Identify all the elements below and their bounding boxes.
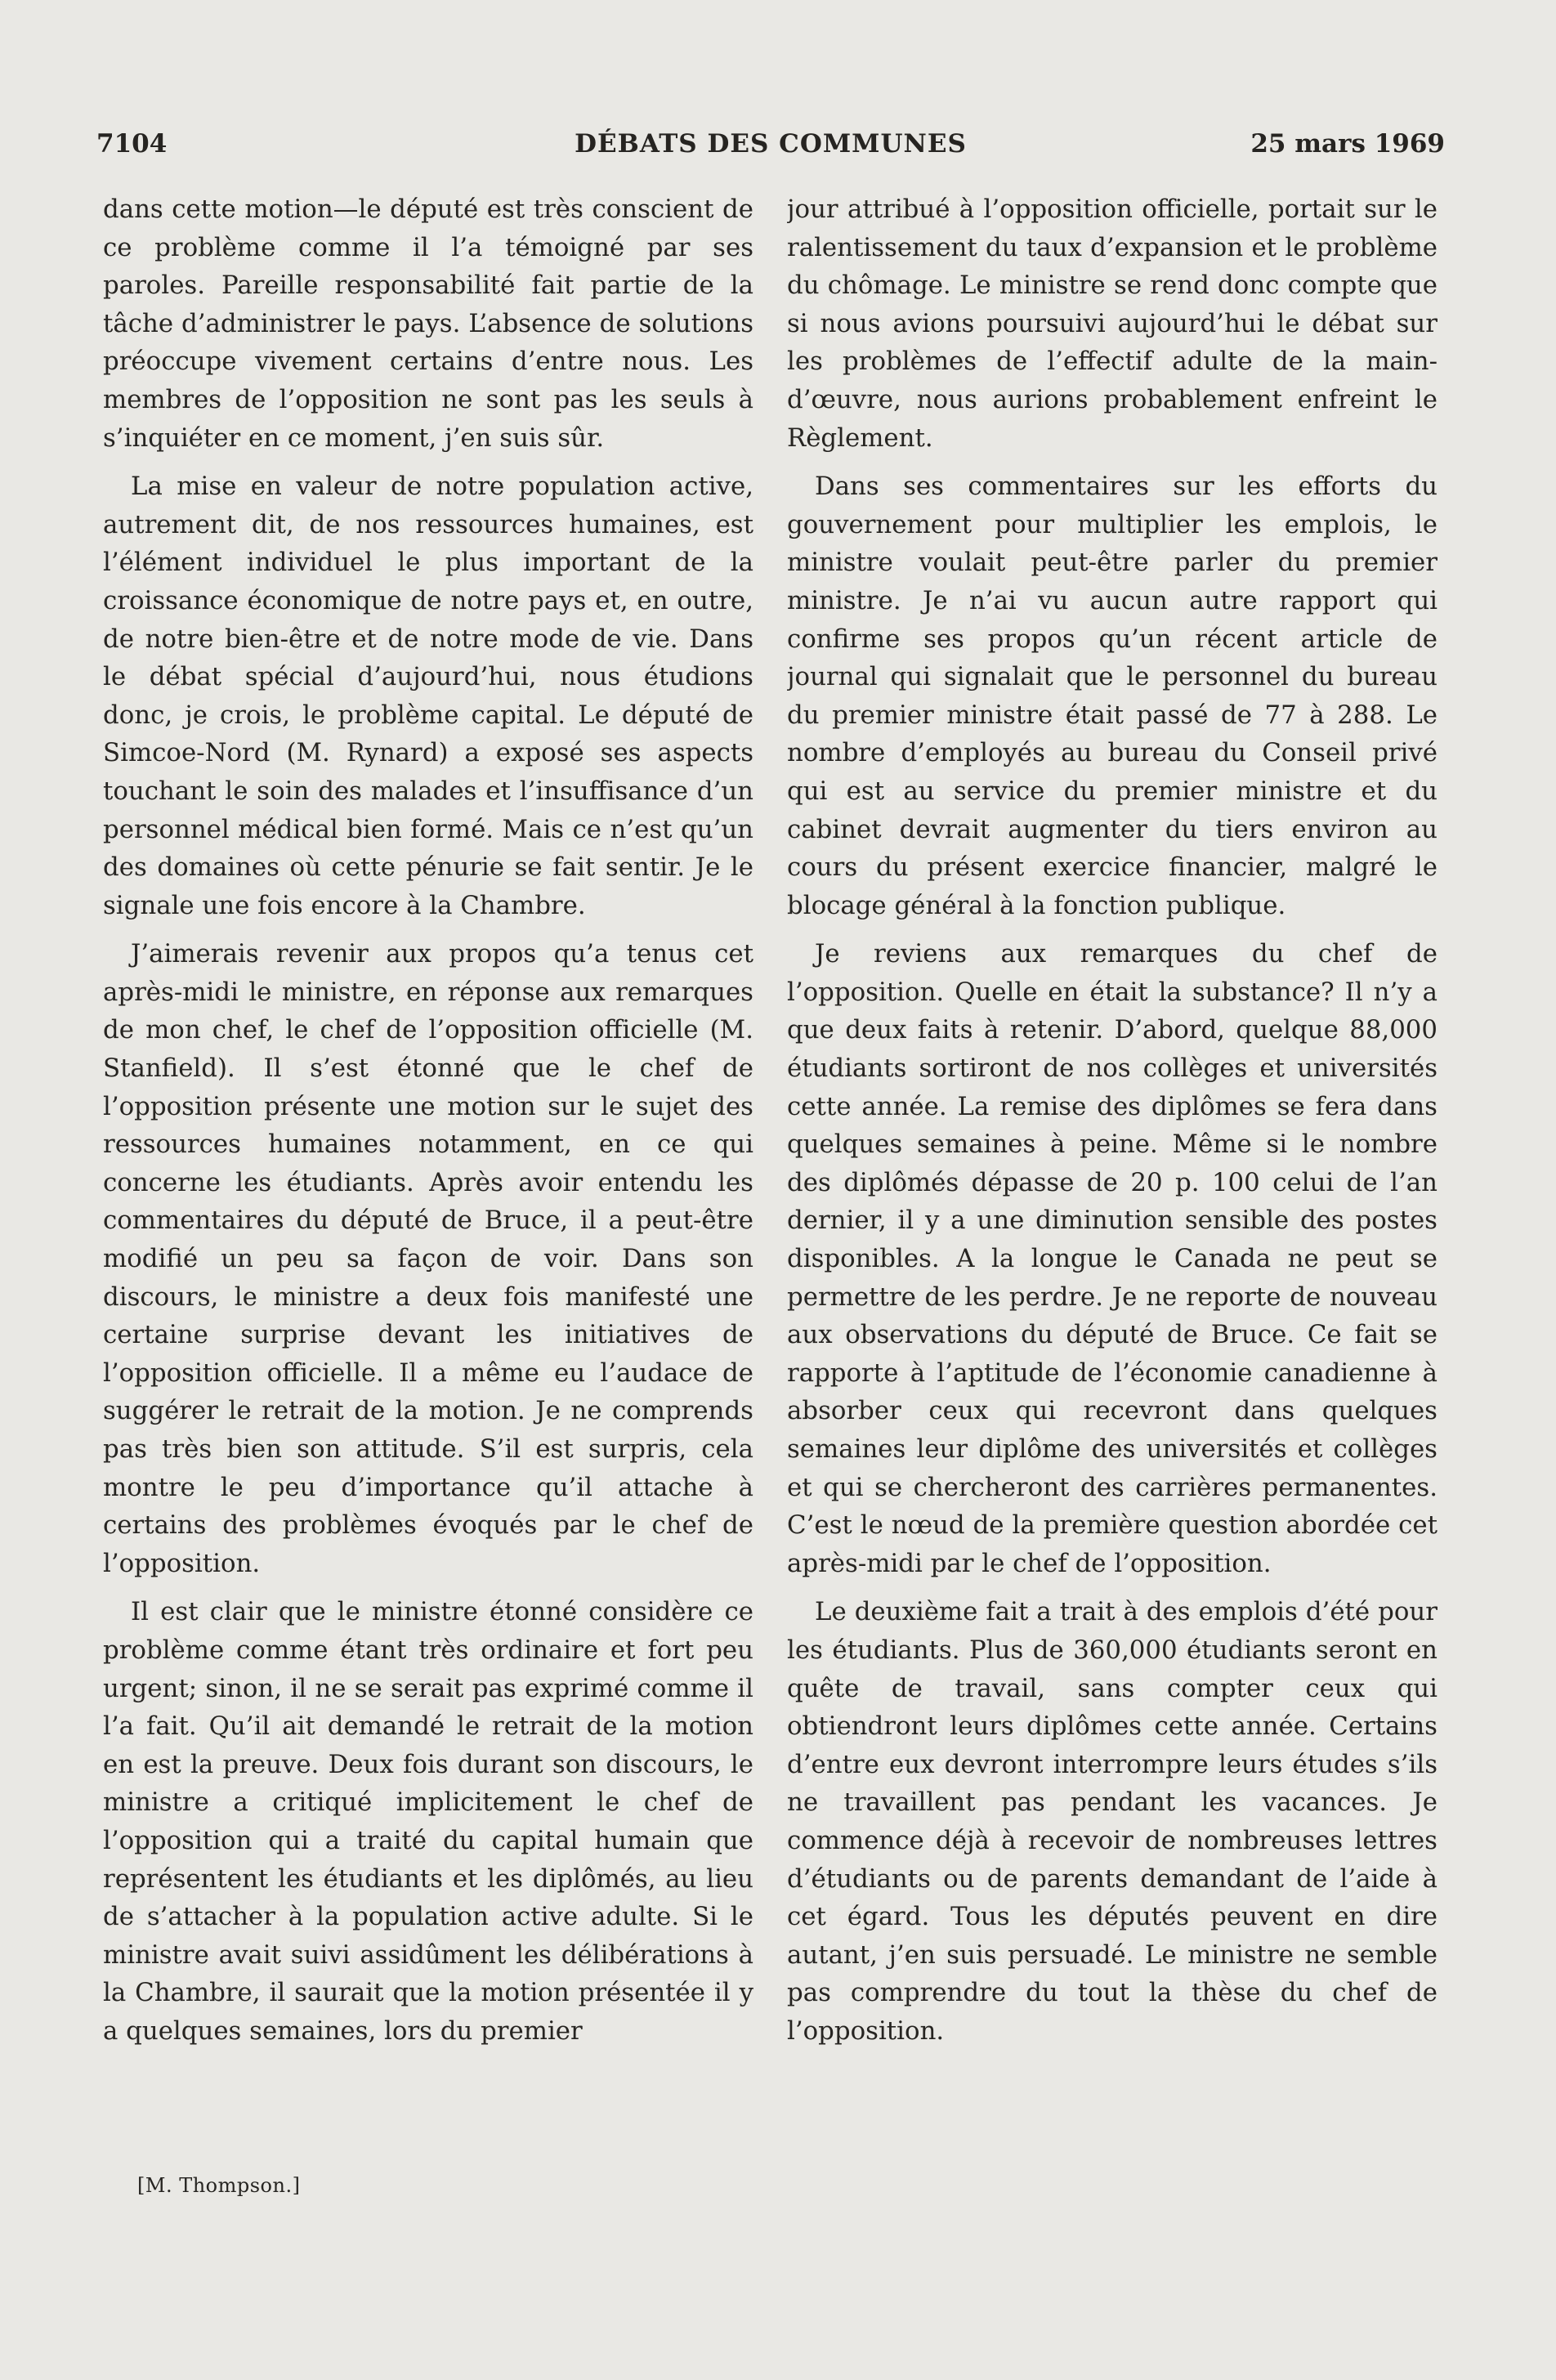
speaker-attribution: [M. Thompson.]: [137, 2174, 301, 2197]
paragraph: jour attribué à l’opposition officielle, portait sur le ralentissement du taux d’expansion et le problème du chômage. Le ministre se rend donc compte que si nous avions poursuivi aujourd’hui le débat sur les problèmes de l’effectif adulte de la main-d’œuvre, nous aurions probablement enfreint le Règlement.: [787, 195, 1438, 453]
paragraph: La mise en valeur de notre population active, autrement dit, de nos ressources humaines, est l’élément individuel le plus important de la croissance économique de notre pays et, en outre, de notre bien-être et de notre mode de vie. Dans le débat spécial d’aujourd’hui, nous étudions donc, je crois, le problème capital. Le député de Simcoe-Nord (M. Rynard) a exposé ses aspects touchant le soin des malades et l’insuffisance d’un personnel médical bien formé. Mais ce n’est qu’un des domaines où cette pénurie se fait sentir. Je le signale une fois encore à la Chambre.: [103, 472, 753, 920]
paragraph: Je reviens aux remarques du chef de l’opposition. Quelle en était la substance? Il n’y a que deux faits à retenir. D’abord, quelque 88,000 étudiants sortiront de nos collèges et universités cette année. La remise des diplômes se fera dans quelques semaines à peine. Même si le nombre des diplômés dépasse de 20 p. 100 celui de l’an dernier, il y a une diminution sensible des postes disponibles. A la longue le Canada ne peut se permettre de les perdre. Je ne reporte de nouveau aux observations du député de Bruce. Ce fait se rapporte à l’aptitude de l’économie canadienne à absorber ceux qui recevront dans quelques semaines leur diplôme des universités et collèges et qui se chercheront des carrières permanentes. C’est le nœud de la première question abordée cet après-midi par le chef de l’opposition.: [787, 939, 1438, 1578]
page-date: 25 mars 1969: [1250, 129, 1445, 159]
paragraph: Il est clair que le ministre étonné considère ce problème comme étant très ordinaire et fort peu urgent; sinon, il ne se serait pas exprimé comme il l’a fait. Qu’il ait demandé le retrait de la motion en est la preuve. Deux fois durant son discours, le ministre a critiqué implicitement le chef de l’opposition qui a traité du capital humain que représentent les étudiants et les diplômés, au lieu de s’attacher à la population active adulte. Si le ministre avait suivi assidûment les délibérations à la Chambre, il saurait que la motion présentée il y a quelques semaines, lors du premier: [103, 1597, 753, 2046]
paragraph: Dans ses commentaires sur les efforts du gouvernement pour multiplier les emplois, le ministre voulait peut-être parler du premier ministre. Je n’ai vu aucun autre rapport qui confirme ses propos qu’un récent article de journal qui signalait que le personnel du bureau du premier ministre était passé de 77 à 288. Le nombre d’employés au bureau du Conseil privé qui est au service du premier ministre et du cabinet devrait augmenter du tiers environ au cours du présent exercice financier, malgré le blocage général à la fonction publique.: [787, 472, 1438, 920]
paragraph: J’aimerais revenir aux propos qu’a tenus cet après-midi le ministre, en réponse aux remarques de mon chef, le chef de l’opposition officielle (M. Stanfield). Il s’est étonné que le chef de l’opposition présente une motion sur le sujet des ressources humaines notamment, en ce qui concerne les étudiants. Après avoir entendu les commentaires du député de Bruce, il a peut-être modifié un peu sa façon de voir. Dans son discours, le ministre a deux fois manifesté une certaine surprise devant les initiatives de l’opposition officielle. Il a même eu l’audace de suggérer le retrait de la motion. Je ne comprends pas très bien son attitude. S’il est surpris, cela montre le peu d’importance qu’il attache à certains des problèmes évoqués par le chef de l’opposition.: [103, 939, 753, 1578]
paragraph: dans cette motion—le député est très conscient de ce problème comme il l’a témoigné par ses paroles. Pareille responsabilité fait partie de la tâche d’administrer le pays. L’absence de solutions préoccupe vivement certains d’entre nous. Les membres de l’opposition ne sont pas les seuls à s’inquiéter en ce moment, j’en suis sûr.: [103, 195, 753, 453]
left-column: [103, 190, 753, 2168]
page-header: [96, 129, 1445, 168]
publication-title: DÉBATS DES COMMUNES: [575, 129, 967, 159]
right-column: [787, 190, 1438, 2168]
page-number: 7104: [96, 129, 168, 159]
paragraph: Le deuxième fait a trait à des emplois d’été pour les étudiants. Plus de 360,000 étudiants seront en quête de travail, sans compter ceux qui obtiendront leurs diplômes cette année. Certains d’entre eux devront interrompre leurs études s’ils ne travaillent pas pendant les vacances. Je commence déjà à recevoir de nombreuses lettres d’étudiants ou de parents demandant de l’aide à cet égard. Tous les députés peuvent en dire autant, j’en suis persuadé. Le ministre ne semble pas comprendre du tout la thèse du chef de l’opposition.: [787, 1597, 1438, 2046]
